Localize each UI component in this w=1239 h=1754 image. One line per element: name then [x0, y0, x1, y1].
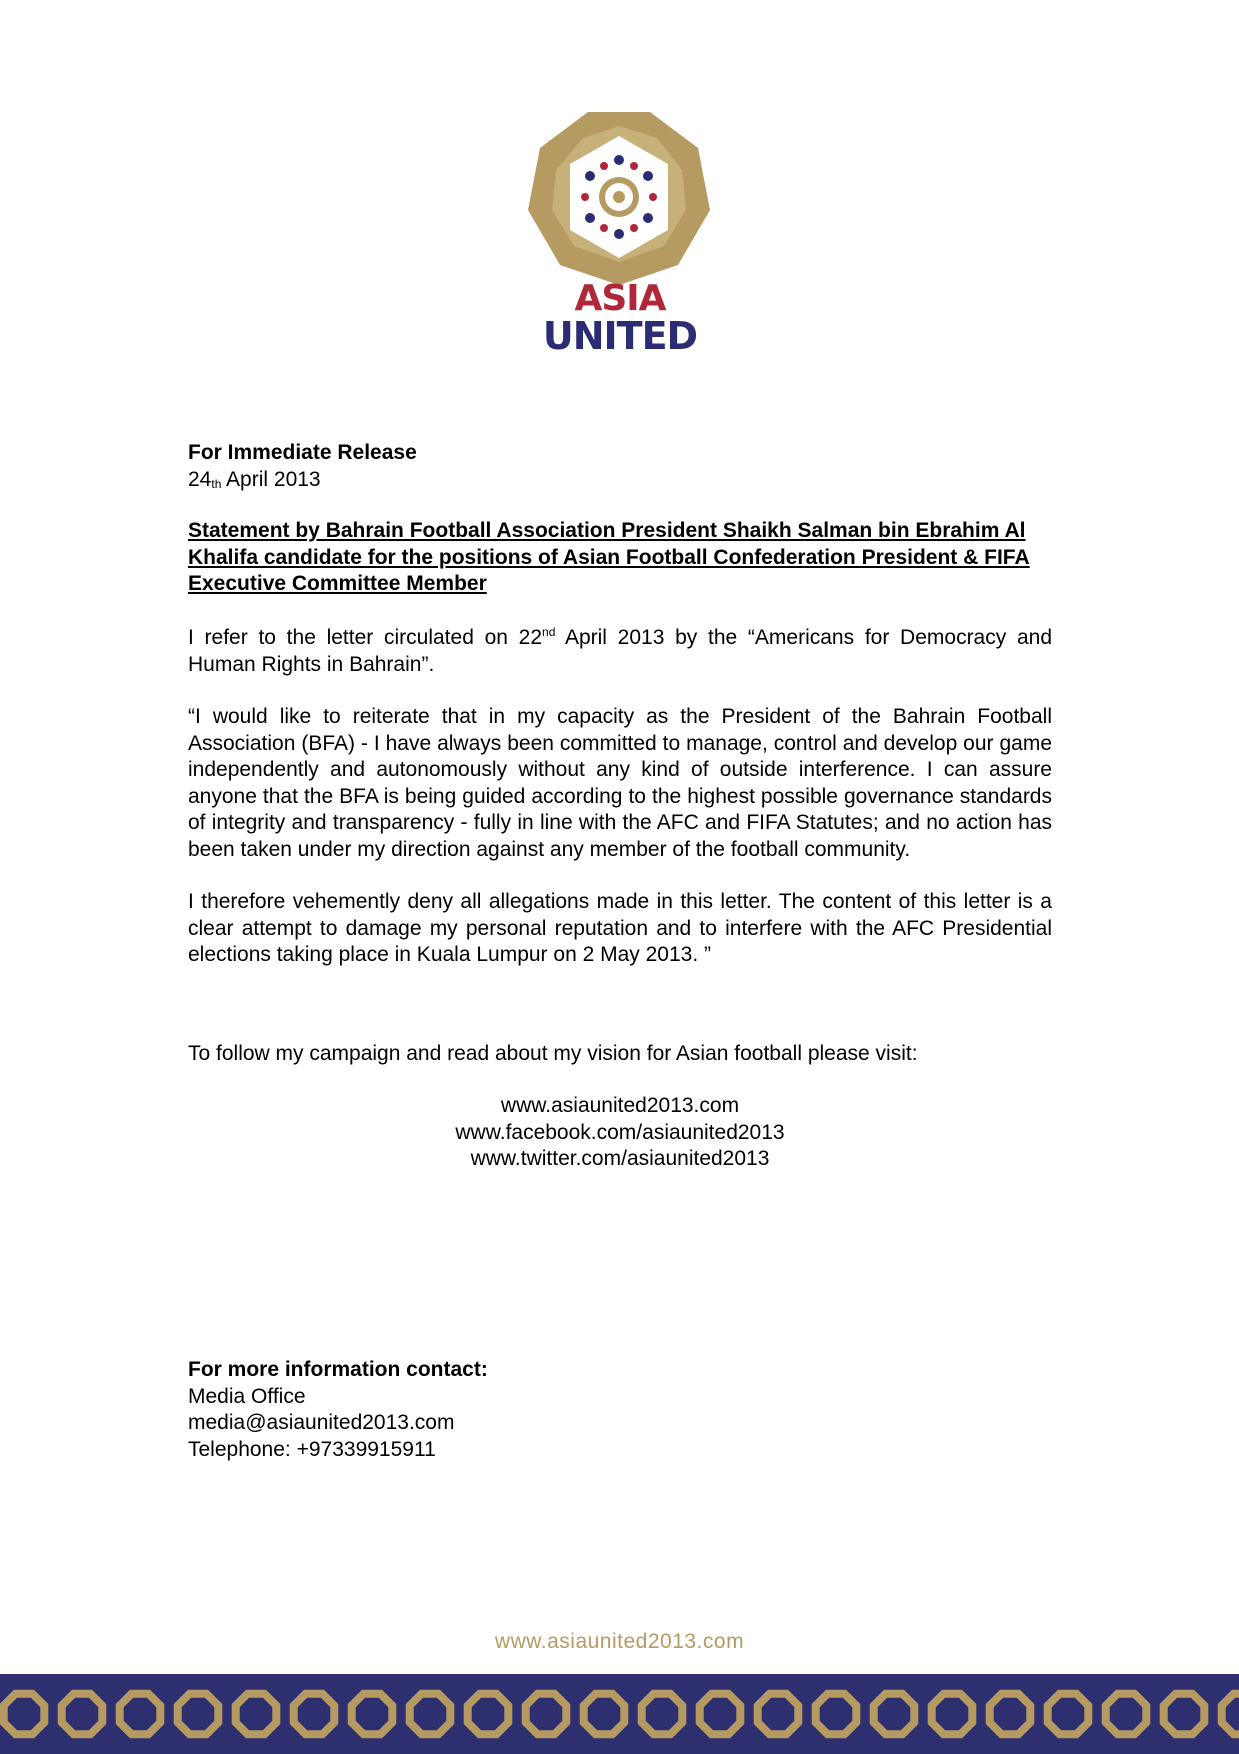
octagon-ring-icon [120, 1694, 161, 1735]
octagon-ring-icon [1106, 1694, 1147, 1735]
logo-text-united: UNITED [542, 314, 698, 358]
link-website[interactable]: www.asiaunited2013.com [500, 1094, 740, 1117]
octagon-ring-icon [700, 1694, 741, 1735]
contact-office: Media Office [188, 1384, 306, 1408]
octagon-ring-icon [62, 1694, 103, 1735]
octagon-ring-icon [410, 1694, 451, 1735]
release-header [188, 440, 1052, 495]
follow-text: To follow my campaign and read about my vision for Asian football please visit: [188, 1042, 918, 1065]
octagon-ring-icon [816, 1694, 857, 1735]
octagon-ring-icon [874, 1694, 915, 1735]
body-paragraph-1: I refer to the letter circulated on 22nd April 2013 by the “Americans for Democracy and Human Rights in Bahrain”. [188, 625, 1052, 676]
statement-body [188, 625, 1052, 995]
body-paragraph-2: “I would like to reiterate that in my capacity as the President of the Bahrain Football Association (BFA) - I have always been committed to manage, control and develop our game independently and autonomously without any kind of outside interference. I can assure anyone that the BFA is being guided according to the highest possible governance standards of integrity and transparency - fully in line with the AFC and FIFA Statutes; and no action has been taken under my direction against any member of the football community. [188, 705, 1052, 861]
footer-url[interactable]: www.asiaunited2013.com [494, 1630, 745, 1653]
octagon-ring-icon [352, 1694, 393, 1735]
octagon-ring-icon [178, 1694, 219, 1735]
body-paragraph-3: I therefore vehemently deny all allegations made in this letter. The content of this letter is a clear attempt to damage my personal reputation and to interfere with the AFC Presidential elections taking place in Kuala Lumpur on 2 May 2013. ” [188, 890, 1052, 966]
footer-pattern-band [0, 1674, 1239, 1754]
octagon-ring-icon [1222, 1694, 1239, 1735]
asia-united-logo-emblem [528, 110, 710, 285]
octagon-ring-icon [468, 1694, 509, 1735]
footer-octagon-pattern [0, 1674, 1239, 1754]
release-label: For Immediate Release [188, 441, 417, 464]
logo-text-asia: ASIA [574, 278, 666, 319]
octagon-ring-icon [294, 1694, 335, 1735]
octagon-ring-icon [932, 1694, 973, 1735]
octagon-ring-icon [1164, 1694, 1205, 1735]
octagon-ring-icon [4, 1694, 45, 1735]
octagon-ring-icon [1048, 1694, 1089, 1735]
campaign-links [188, 1093, 1052, 1173]
octagon-ring-icon [526, 1694, 567, 1735]
release-date: $24_{th}$ April 2013 [188, 467, 321, 491]
statement-headline: Statement by Bahrain Football Association President Shaikh Salman bin Ebrahim Al Khalifa candidate for the positions of Asian Football Confederation President & FIFA Executive Committee Member [188, 519, 1030, 595]
contact-email[interactable]: media@asiaunited2013.com [188, 1411, 455, 1434]
contact-phone: Telephone: +97339915911 [188, 1437, 436, 1461]
link-twitter[interactable]: www.twitter.com/asiaunited2013 [470, 1147, 770, 1170]
octagon-ring-icon [990, 1694, 1031, 1735]
contact-block [188, 1357, 1052, 1463]
octagon-ring-icon [584, 1694, 625, 1735]
octagon-ring-icon [236, 1694, 277, 1735]
octagon-ring-icon [758, 1694, 799, 1735]
link-facebook[interactable]: www.facebook.com/asiaunited2013 [455, 1120, 785, 1144]
octagon-ring-icon [642, 1694, 683, 1735]
contact-label: For more information contact: [188, 1358, 488, 1381]
